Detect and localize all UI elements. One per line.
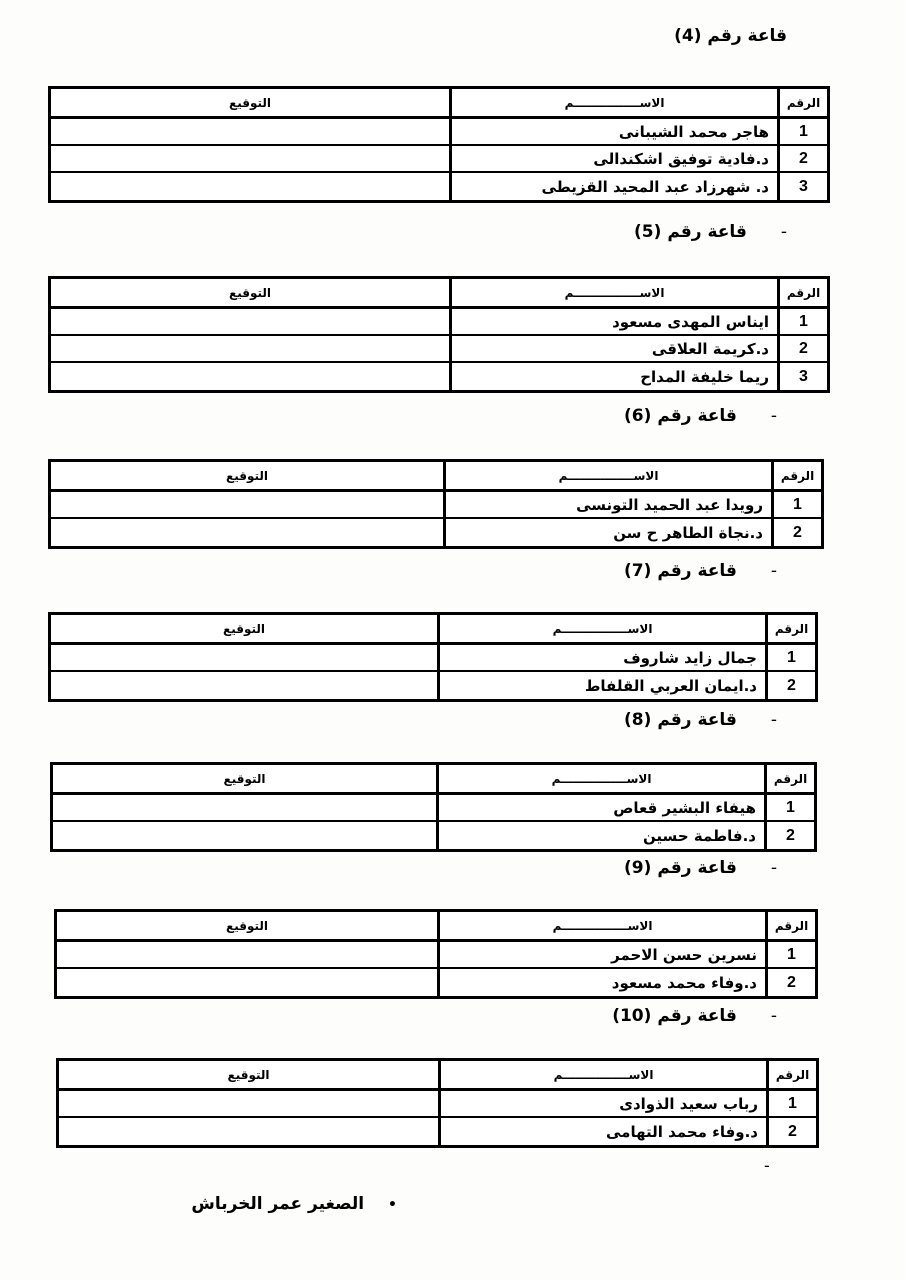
table-header-row [51, 279, 827, 309]
row-number: 2 [764, 822, 814, 849]
signature-cell [51, 173, 449, 200]
hall-table [48, 86, 830, 203]
hall-title [624, 710, 777, 730]
row-number: 1 [764, 795, 814, 820]
header-signature: التوقيع [229, 285, 271, 300]
hall-title [624, 561, 777, 581]
header-number: الرقم [765, 615, 815, 642]
header-name: الاســــــــــــــــم [449, 89, 777, 116]
table-row [51, 173, 827, 200]
hall-title-text: قاعة رقم (10) [612, 1006, 737, 1026]
signature-cell [51, 672, 437, 699]
row-number: 1 [765, 942, 815, 967]
table-row [51, 645, 815, 672]
table-row [57, 969, 815, 996]
hall-title-text: قاعة رقم (9) [624, 858, 737, 878]
signature-cell [51, 492, 443, 517]
row-name: ايناس المهدى مسعود [449, 309, 777, 334]
row-name: د.فادية توفيق اشكندالى [449, 146, 777, 171]
header-number: الرقم [764, 765, 814, 792]
hall-title [612, 1006, 777, 1026]
row-number: 1 [777, 119, 827, 144]
hall-title-text: قاعة رقم (6) [624, 406, 737, 426]
row-name: نسرين حسن الاحمر [437, 942, 765, 967]
row-name: هاجر محمد الشيبانى [449, 119, 777, 144]
header-signature: التوقيع [223, 621, 265, 636]
table-row [51, 146, 827, 173]
table-row [57, 942, 815, 969]
signature-cell [51, 119, 449, 144]
header-name: الاســــــــــــــــم [449, 279, 777, 306]
header-signature: التوقيع [229, 95, 271, 110]
hall-title [674, 26, 787, 46]
signature-cell [51, 336, 449, 361]
row-number: 2 [777, 336, 827, 361]
hall-table [48, 612, 818, 702]
hall-title-text: قاعة رقم (8) [624, 710, 737, 730]
row-number: 1 [777, 309, 827, 334]
row-number: 2 [766, 1118, 816, 1145]
signature-cell [51, 519, 443, 546]
footer-line [191, 1194, 397, 1214]
header-name: الاســــــــــــــــم [437, 615, 765, 642]
hall-title [624, 406, 777, 426]
table-header-row [53, 765, 814, 795]
row-name: هيفاء البشير قعاص [436, 795, 764, 820]
list-dash: - [770, 561, 777, 581]
hall-table [54, 909, 818, 999]
row-name: د.وفاء محمد مسعود [437, 969, 765, 996]
hall-table [50, 762, 817, 852]
row-number: 1 [771, 492, 821, 517]
header-signature: التوقيع [227, 1067, 270, 1082]
signature-cell [53, 795, 436, 820]
table-row [51, 492, 821, 519]
signature-cell [51, 309, 449, 334]
header-signature: التوقيع [226, 468, 268, 483]
row-name: جمال زايد شاروف [437, 645, 765, 670]
hall-table [56, 1058, 819, 1148]
hall-table [48, 459, 824, 549]
table-row [51, 309, 827, 336]
header-signature: التوقيع [226, 918, 268, 933]
row-name: ريما خليفة المداح [449, 363, 777, 390]
header-name: الاســــــــــــــــم [443, 462, 771, 489]
hall-title-text: قاعة رقم (7) [624, 561, 737, 581]
row-number: 1 [766, 1091, 816, 1116]
footer-name: الصغير عمر الخرباش [191, 1194, 365, 1214]
row-name: رويدا عبد الحميد التونسى [443, 492, 771, 517]
row-name: د.كريمة العلاقى [449, 336, 777, 361]
row-number: 2 [771, 519, 821, 546]
row-number: 3 [777, 363, 827, 390]
row-name: رباب سعيد الذوادى [438, 1091, 766, 1116]
table-row [51, 672, 815, 699]
hall-title-text: قاعة رقم (4) [674, 26, 787, 46]
table-header-row [51, 462, 821, 492]
header-signature: التوقيع [223, 771, 266, 786]
table-header-row [57, 912, 815, 942]
list-dash: - [770, 406, 777, 426]
row-name: د.ايمان العربي القلفاط [437, 672, 765, 699]
list-dash: - [770, 710, 777, 730]
table-row [53, 822, 814, 849]
header-number: الرقم [777, 89, 827, 116]
row-name: د.فاطمة حسين [436, 822, 764, 849]
table-header-row [59, 1061, 816, 1091]
hall-table [48, 276, 830, 393]
hall-title-text: قاعة رقم (5) [634, 222, 747, 242]
hall-title [624, 858, 777, 878]
row-number: 3 [777, 173, 827, 200]
table-row [51, 519, 821, 546]
list-dash: - [764, 1156, 770, 1175]
row-name: د. شهرزاد عبد المحيد القزيطى [449, 173, 777, 200]
signature-cell [53, 822, 436, 849]
signature-cell [57, 969, 437, 996]
row-number: 2 [765, 969, 815, 996]
list-dash: - [770, 1006, 777, 1026]
row-number: 2 [777, 146, 827, 171]
header-name: الاســــــــــــــــم [437, 912, 765, 939]
bullet-icon: • [388, 1197, 397, 1213]
signature-cell [59, 1118, 438, 1145]
table-row [51, 119, 827, 146]
list-dash: - [780, 222, 787, 242]
header-number: الرقم [771, 462, 821, 489]
header-number: الرقم [765, 912, 815, 939]
table-row [59, 1118, 816, 1145]
header-number: الرقم [766, 1061, 816, 1088]
header-name: الاســــــــــــــــم [436, 765, 764, 792]
signature-cell [51, 146, 449, 171]
list-dash: - [770, 858, 777, 878]
table-row [53, 795, 814, 822]
header-number: الرقم [777, 279, 827, 306]
header-name: الاســــــــــــــــم [438, 1061, 766, 1088]
row-number: 1 [765, 645, 815, 670]
row-number: 2 [765, 672, 815, 699]
signature-cell [51, 363, 449, 390]
table-header-row [51, 89, 827, 119]
table-row [51, 363, 827, 390]
row-name: د.وفاء محمد التهامى [438, 1118, 766, 1145]
signature-cell [51, 645, 437, 670]
hall-title [634, 222, 787, 242]
signature-cell [59, 1091, 438, 1116]
table-row [51, 336, 827, 363]
table-header-row [51, 615, 815, 645]
table-row [59, 1091, 816, 1118]
signature-cell [57, 942, 437, 967]
row-name: د.نجاة الطاهر ح سن [443, 519, 771, 546]
